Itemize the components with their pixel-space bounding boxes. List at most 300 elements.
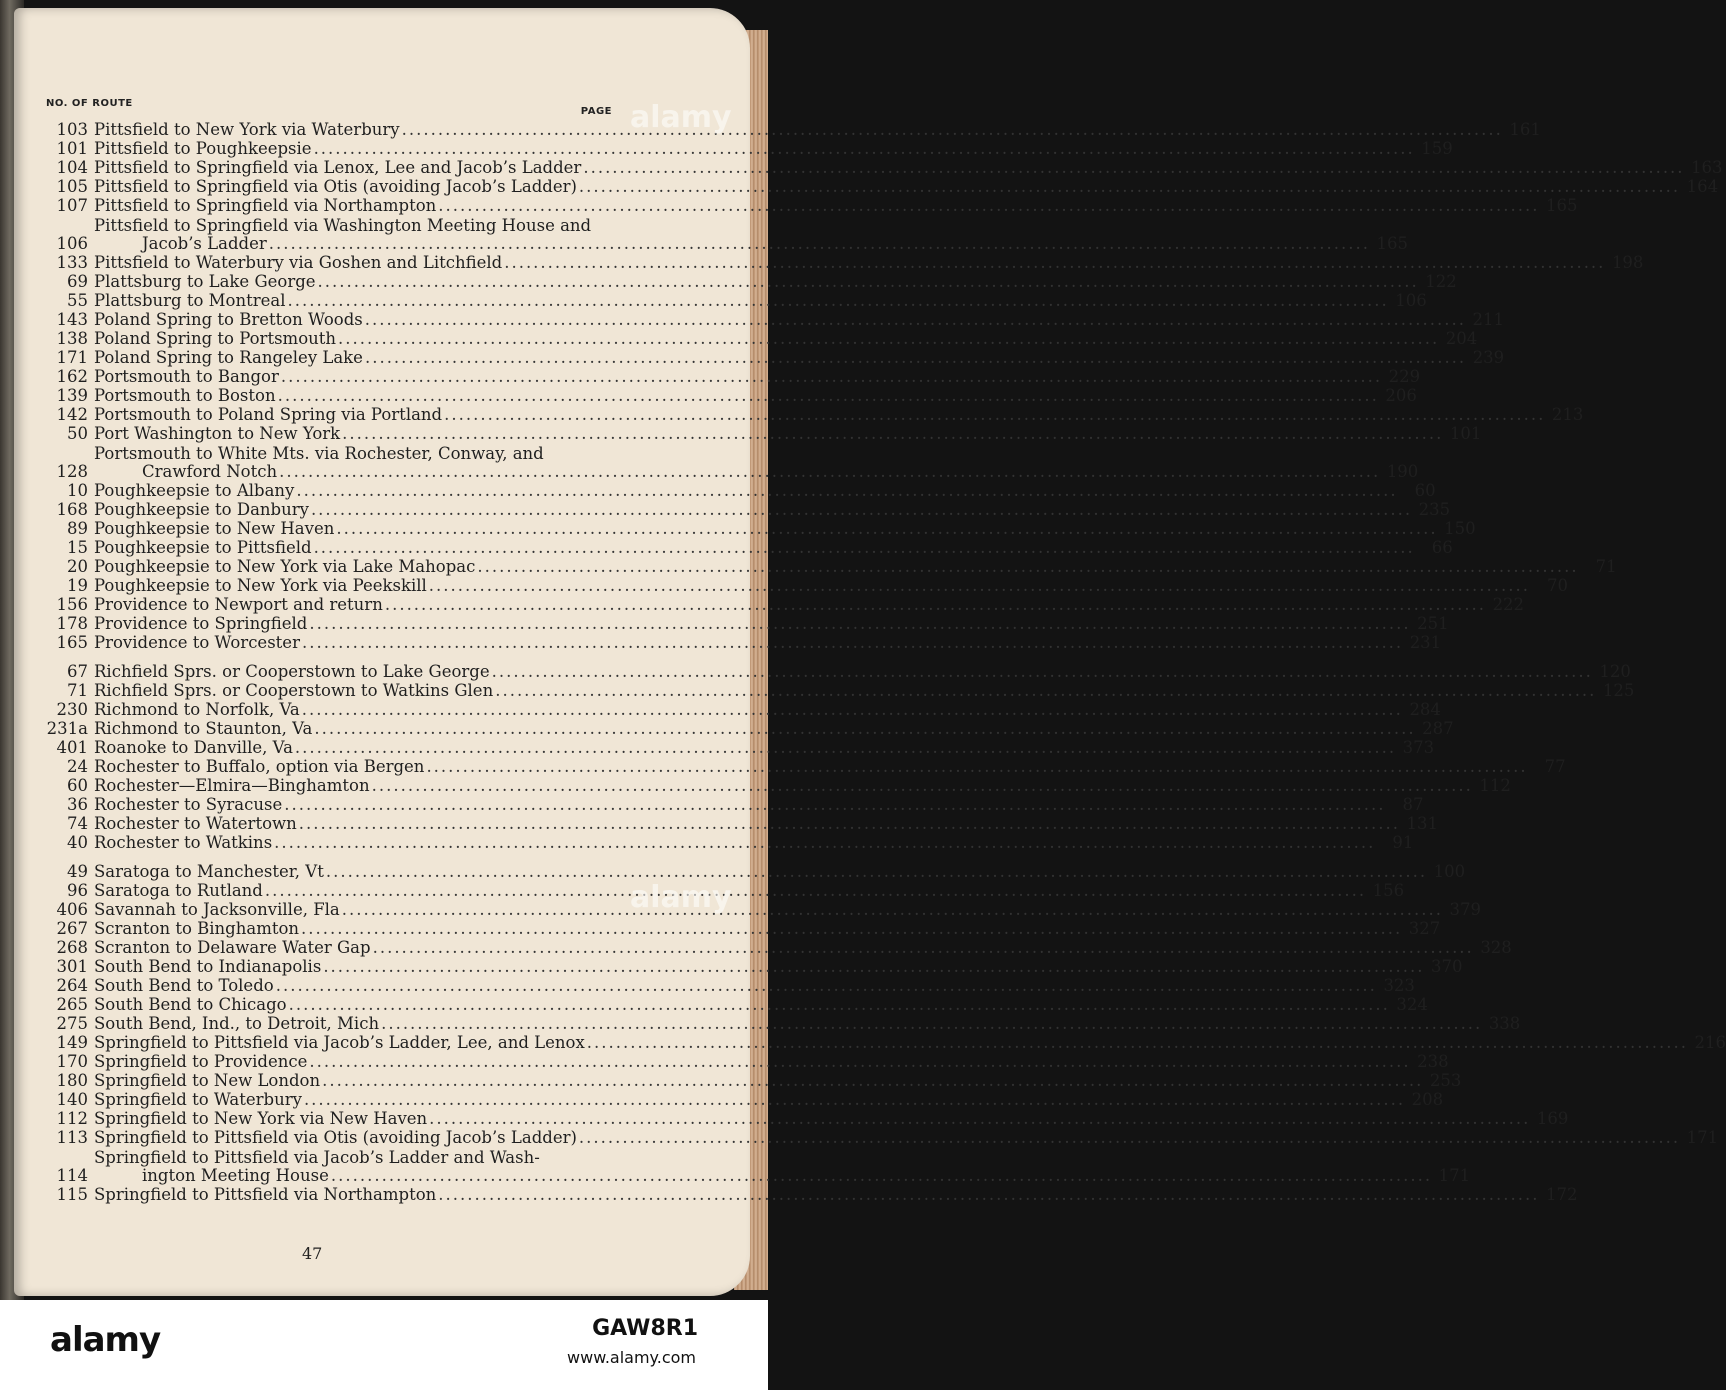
- image-id: GAW8R1: [592, 1316, 698, 1341]
- page-reference: 164: [1686, 177, 1719, 196]
- route-entry: [28, 1185, 1578, 1204]
- leader-dots: [318, 273, 1419, 291]
- route-number: 140: [56, 1090, 88, 1109]
- page-reference: 206: [1385, 386, 1417, 405]
- route-entry: [28, 120, 1541, 139]
- leader-dots: [295, 739, 1396, 757]
- route-description: [94, 1034, 1726, 1052]
- route-title: Portsmouth to Boston: [94, 386, 276, 405]
- watermark: alamy: [630, 100, 732, 135]
- route-description: [94, 739, 1434, 757]
- route-title: Rochester—Elmira—Binghamton: [94, 776, 370, 795]
- route-number: 114: [56, 1166, 88, 1185]
- page-reference: 71: [1595, 557, 1617, 576]
- route-description: [94, 292, 1427, 310]
- route-entry: [28, 976, 1415, 995]
- route-title: Pittsfield to New York via Waterbury: [94, 120, 400, 139]
- route-title: Scranton to Binghamton: [94, 919, 300, 938]
- route-number: 180: [56, 1071, 88, 1090]
- route-entry: [28, 1090, 1444, 1109]
- route-entry: [28, 253, 1644, 272]
- page-reference: 87: [1402, 795, 1424, 814]
- route-description: [94, 273, 1457, 291]
- route-title: Providence to Newport and return: [94, 595, 383, 614]
- route-entry: [28, 719, 1454, 738]
- route-number: 139: [56, 386, 88, 405]
- leader-dots: [438, 1186, 1539, 1204]
- page-reference: 328: [1480, 938, 1512, 957]
- page-number: 47: [302, 1244, 323, 1263]
- route-number: 24: [67, 757, 88, 776]
- route-entry: [28, 919, 1441, 938]
- page-reference: 163: [1691, 158, 1723, 177]
- leader-dots: [296, 482, 1397, 500]
- page-reference: 235: [1418, 500, 1451, 519]
- page-reference: 327: [1408, 919, 1441, 938]
- route-title-continued: [94, 463, 1418, 481]
- leader-dots: [429, 1110, 1530, 1128]
- page-reference: 253: [1429, 1071, 1462, 1090]
- route-description: [94, 901, 1481, 919]
- route-entry: [28, 158, 1723, 177]
- route-description: [94, 634, 1441, 652]
- route-description: [94, 758, 1566, 776]
- page-reference: 211: [1472, 310, 1505, 329]
- route-number: 89: [67, 519, 88, 538]
- route-title: Scranton to Delaware Water Gap: [94, 938, 371, 957]
- page-reference: 66: [1431, 538, 1453, 557]
- route-number: 149: [56, 1033, 88, 1052]
- route-title: Springfield to Providence: [94, 1052, 308, 1071]
- route-number: 170: [56, 1052, 88, 1071]
- route-number: 104: [56, 158, 88, 177]
- route-description: [94, 796, 1423, 814]
- leader-dots: [309, 615, 1410, 633]
- route-title: Springfield to New London: [94, 1071, 321, 1090]
- leader-dots: [289, 996, 1390, 1014]
- page-reference: 338: [1488, 1014, 1521, 1033]
- route-title: Providence to Springfield: [94, 614, 308, 633]
- route-description: [94, 1072, 1461, 1090]
- route-number: 230: [56, 700, 88, 719]
- route-entry: [28, 595, 1525, 614]
- leader-dots: [299, 815, 1400, 833]
- route-entry: [28, 1033, 1726, 1052]
- page-reference: 323: [1383, 976, 1415, 995]
- page-reference: 239: [1472, 348, 1505, 367]
- route-title: Pittsfield to Springfield via Northampton: [94, 196, 437, 215]
- route-title: Springfield to New York via New Haven: [94, 1109, 428, 1128]
- page-reference: 287: [1422, 719, 1454, 738]
- route-title: Rochester to Watertown: [94, 814, 297, 833]
- alamy-logo: alamy: [50, 1320, 161, 1360]
- page-reference: 231: [1409, 633, 1442, 652]
- route-number: 133: [56, 253, 88, 272]
- page-reference: 251: [1417, 614, 1449, 633]
- route-number: 401: [56, 738, 88, 757]
- route-description: [94, 217, 1408, 253]
- route-title: Providence to Worcester: [94, 633, 300, 652]
- page-reference: 204: [1445, 329, 1478, 348]
- route-description: [94, 996, 1428, 1014]
- route-entry: [28, 776, 1511, 795]
- route-description: [94, 1129, 1718, 1147]
- route-title: South Bend to Chicago: [94, 995, 287, 1014]
- route-description: [94, 958, 1463, 976]
- route-title: Poland Spring to Bretton Woods: [94, 310, 363, 329]
- leader-dots: [314, 720, 1415, 738]
- route-title: Rochester to Syracuse: [94, 795, 283, 814]
- page-reference: 161: [1509, 120, 1541, 139]
- route-number: 301: [56, 957, 88, 976]
- route-description: [94, 882, 1404, 900]
- leader-dots: [492, 663, 1593, 681]
- route-description: [94, 939, 1512, 957]
- leader-dots: [302, 634, 1403, 652]
- route-number: 142: [56, 405, 88, 424]
- route-entry: [28, 443, 1419, 481]
- route-description: [94, 615, 1449, 633]
- page-reference: 373: [1402, 738, 1435, 757]
- route-entry: [28, 367, 1421, 386]
- route-entry: [28, 481, 1436, 500]
- route-description: [94, 482, 1436, 500]
- route-entry: [28, 272, 1457, 291]
- route-entry: [28, 662, 1631, 681]
- leader-dots: [274, 834, 1375, 852]
- route-entry: [28, 519, 1476, 538]
- route-entry: [28, 1071, 1462, 1090]
- route-entry: [28, 862, 1466, 881]
- page-reference: 379: [1449, 900, 1481, 919]
- page-reference: 172: [1546, 1185, 1578, 1204]
- route-description: [94, 663, 1631, 681]
- page-reference: 120: [1599, 662, 1631, 681]
- route-title: Poughkeepsie to Albany: [94, 481, 295, 500]
- route-title: Springfield to Pittsfield via Northampton: [94, 1185, 437, 1204]
- leader-dots: [385, 596, 1486, 614]
- route-title: Poughkeepsie to Danbury: [94, 500, 309, 519]
- page-reference: 284: [1409, 700, 1441, 719]
- route-entry: [28, 795, 1424, 814]
- watermark: alamy: [630, 880, 732, 915]
- page-reference: 190: [1386, 462, 1419, 481]
- route-title: Springfield to Pittsfield via Otis (avoiding Jacob’s Ladder): [94, 1128, 577, 1147]
- route-number: 60: [67, 776, 88, 795]
- route-number: 107: [56, 196, 88, 215]
- route-number: 162: [56, 367, 88, 386]
- route-number: 96: [67, 881, 88, 900]
- route-description: [94, 1110, 1568, 1128]
- route-title: Plattsburg to Lake George: [94, 272, 316, 291]
- route-entry: [28, 614, 1449, 633]
- route-entry: [28, 557, 1617, 576]
- leader-dots: [269, 235, 1370, 253]
- route-description: [94, 1091, 1443, 1109]
- route-number: 267: [56, 919, 88, 938]
- leader-dots: [279, 463, 1380, 481]
- leader-dots: [309, 1053, 1410, 1071]
- leader-dots: [265, 882, 1366, 900]
- leader-dots: [495, 682, 1596, 700]
- route-number: 178: [56, 614, 88, 633]
- route-title: Portsmouth to White Mts. via Rochester, Conway, and: [94, 444, 544, 463]
- route-title: Springfield to Pittsfield via Jacob’s Ladder, Lee, and Lenox: [94, 1033, 585, 1052]
- page-reference: 222: [1492, 595, 1525, 614]
- route-entry: [28, 995, 1428, 1014]
- route-description: [94, 558, 1617, 576]
- leader-dots: [336, 520, 1437, 538]
- route-description: [94, 1149, 1470, 1185]
- route-description: [94, 1053, 1449, 1071]
- route-entry: [28, 738, 1435, 757]
- leader-dots: [402, 121, 1503, 139]
- page-reference: 60: [1414, 481, 1436, 500]
- leader-dots: [302, 701, 1403, 719]
- route-description: [94, 178, 1718, 196]
- route-number: 113: [56, 1128, 88, 1147]
- route-title: Poughkeepsie to Pittsfield: [94, 538, 312, 557]
- route-description: [94, 121, 1541, 139]
- route-entry: [28, 1109, 1569, 1128]
- route-entry: [28, 633, 1442, 652]
- route-entry: [28, 957, 1463, 976]
- leader-dots: [326, 863, 1427, 881]
- route-title: Savannah to Jacksonville, Fla: [94, 900, 340, 919]
- page-reference: 100: [1433, 862, 1466, 881]
- route-number: 71: [67, 681, 88, 700]
- route-entry: [28, 576, 1569, 595]
- leader-dots: [338, 330, 1439, 348]
- route-entry: [28, 681, 1635, 700]
- page-reference: 165: [1546, 196, 1578, 215]
- route-number: 10: [67, 481, 88, 500]
- route-title: Pittsfield to Waterbury via Goshen and Litchfield: [94, 253, 503, 272]
- leader-dots: [314, 539, 1415, 557]
- route-description: [94, 349, 1504, 367]
- leader-dots: [372, 777, 1473, 795]
- route-entry: [28, 900, 1481, 919]
- leader-dots: [477, 558, 1578, 576]
- route-number: 128: [56, 462, 88, 481]
- route-entry: [28, 196, 1578, 215]
- route-title: Rochester to Watkins: [94, 833, 273, 852]
- route-title: Richmond to Norfolk, Va: [94, 700, 300, 719]
- column-header: [46, 98, 612, 116]
- page-reference: 216: [1694, 1033, 1726, 1052]
- header-page: PAGE: [580, 106, 612, 117]
- route-number: 115: [56, 1185, 88, 1204]
- page-reference: 91: [1392, 833, 1414, 852]
- leader-dots: [381, 1015, 1482, 1033]
- leader-dots: [342, 425, 1443, 443]
- route-title: Roanoke to Danville, Va: [94, 738, 293, 757]
- route-number: 67: [67, 662, 88, 681]
- route-title: Pittsfield to Springfield via Lenox, Lee and Jacob’s Ladder: [94, 158, 582, 177]
- page-reference: 370: [1431, 957, 1463, 976]
- route-number: 112: [56, 1109, 88, 1128]
- route-entry: [28, 1014, 1521, 1033]
- page-reference: 122: [1425, 272, 1457, 291]
- leader-dots: [587, 1034, 1688, 1052]
- page-reference: 77: [1544, 757, 1566, 776]
- route-number: 55: [67, 291, 88, 310]
- route-description: [94, 682, 1634, 700]
- route-entry: [28, 1147, 1471, 1185]
- page-reference: 208: [1411, 1090, 1444, 1109]
- leader-dots: [311, 501, 1412, 519]
- leader-dots: [284, 796, 1385, 814]
- route-description: [94, 777, 1511, 795]
- route-title-continued: [94, 1167, 1470, 1185]
- route-description: [94, 596, 1524, 614]
- route-description: [94, 140, 1453, 158]
- route-number: 165: [56, 633, 88, 652]
- route-description: [94, 834, 1413, 852]
- route-title: South Bend to Toledo: [94, 976, 274, 995]
- leader-dots: [579, 178, 1680, 196]
- route-title: Richfield Sprs. or Cooperstown to Lake George: [94, 662, 490, 681]
- route-number: 74: [67, 814, 88, 833]
- leader-dots: [278, 387, 1379, 405]
- page-reference: 70: [1547, 576, 1569, 595]
- route-entry: [28, 814, 1438, 833]
- route-entry: [28, 405, 1584, 424]
- route-title: Portsmouth to Poland Spring via Portland: [94, 405, 443, 424]
- route-entry: [28, 757, 1566, 776]
- page-reference: 171: [1686, 1128, 1719, 1147]
- route-entry: [28, 215, 1408, 253]
- route-entry: [28, 291, 1427, 310]
- route-description: [94, 720, 1454, 738]
- header-route-number: NO. OF ROUTE: [46, 98, 133, 109]
- leader-dots: [276, 977, 1377, 995]
- route-title: Port Washington to New York: [94, 424, 341, 443]
- page-reference: 131: [1406, 814, 1438, 833]
- page-reference: 101: [1449, 424, 1482, 443]
- leader-dots: [288, 292, 1389, 310]
- route-number: 171: [56, 348, 88, 367]
- route-title: Poland Spring to Portsmouth: [94, 329, 337, 348]
- route-title-continued: [94, 235, 1408, 253]
- route-title: South Bend, Ind., to Detroit, Mich: [94, 1014, 380, 1033]
- route-number: 101: [56, 139, 88, 158]
- route-number: 69: [67, 272, 88, 291]
- page-reference: 106: [1395, 291, 1427, 310]
- route-title: Pittsfield to Poughkeepsie: [94, 139, 312, 158]
- route-number: 138: [56, 329, 88, 348]
- leader-dots: [504, 254, 1605, 272]
- route-number: 19: [67, 576, 88, 595]
- route-title: Springfield to Waterbury: [94, 1090, 302, 1109]
- route-description: [94, 539, 1453, 557]
- leader-dots: [365, 349, 1466, 367]
- site-url: www.alamy.com: [567, 1348, 696, 1367]
- route-title: South Bend to Indianapolis: [94, 957, 322, 976]
- route-number: 20: [67, 557, 88, 576]
- route-description: [94, 501, 1450, 519]
- route-title-line2: Jacob’s Ladder: [142, 234, 267, 253]
- route-entry: [28, 833, 1414, 852]
- leader-dots: [342, 901, 1443, 919]
- route-number: 106: [56, 234, 88, 253]
- page-reference: 150: [1444, 519, 1476, 538]
- page-reference: 125: [1602, 681, 1635, 700]
- leader-dots: [583, 159, 1684, 177]
- route-entry: [28, 424, 1482, 443]
- route-number: 268: [56, 938, 88, 957]
- route-description: [94, 977, 1415, 995]
- route-title: Poland Spring to Rangeley Lake: [94, 348, 363, 367]
- route-title-line2: Crawford Notch: [142, 462, 278, 481]
- route-entry: [28, 386, 1417, 405]
- route-description: [94, 863, 1465, 881]
- route-number: 40: [67, 833, 88, 852]
- route-description: [94, 920, 1440, 938]
- page-reference: 238: [1417, 1052, 1449, 1071]
- leader-dots: [444, 406, 1545, 424]
- leader-dots: [426, 758, 1527, 776]
- route-title: Poughkeepsie to New York via Lake Mahopac: [94, 557, 476, 576]
- route-entry: [28, 310, 1505, 329]
- route-number: 406: [56, 900, 88, 919]
- leader-dots: [322, 1072, 1423, 1090]
- leader-dots: [429, 577, 1530, 595]
- route-description: [94, 1015, 1520, 1033]
- page-reference: 169: [1536, 1109, 1569, 1128]
- route-entry: [28, 139, 1453, 158]
- route-entry: [28, 700, 1441, 719]
- route-entry: [28, 1128, 1719, 1147]
- leader-dots: [314, 140, 1415, 158]
- route-number: 103: [56, 120, 88, 139]
- book-page: [14, 8, 1726, 1296]
- route-number: 49: [67, 862, 88, 881]
- route-number: 50: [67, 424, 88, 443]
- route-description: [94, 1186, 1578, 1204]
- leader-dots: [301, 920, 1402, 938]
- route-number: 143: [56, 310, 88, 329]
- leader-dots: [304, 1091, 1405, 1109]
- page-reference: 171: [1438, 1166, 1471, 1185]
- route-title-line2: ington Meeting House: [142, 1166, 329, 1185]
- route-description: [94, 197, 1578, 215]
- page-reference: 213: [1551, 405, 1584, 424]
- page-reference: 112: [1479, 776, 1511, 795]
- route-title: Poughkeepsie to New Haven: [94, 519, 335, 538]
- route-description: [94, 387, 1417, 405]
- route-entry: [28, 329, 1478, 348]
- footer-bar: [0, 1300, 768, 1390]
- route-entry: [28, 538, 1453, 557]
- route-description: [94, 425, 1481, 443]
- route-description: [94, 368, 1420, 386]
- route-title: Portsmouth to Bangor: [94, 367, 279, 386]
- route-title: Springfield to Pittsfield via Jacob’s Ladder and Wash-: [94, 1148, 540, 1167]
- route-title: Pittsfield to Springfield via Otis (avoiding Jacob’s Ladder): [94, 177, 577, 196]
- page-reference: 229: [1388, 367, 1421, 386]
- route-title: Richfield Sprs. or Cooperstown to Watkins Glen: [94, 681, 494, 700]
- leader-dots: [365, 311, 1466, 329]
- leader-dots: [373, 939, 1474, 957]
- leader-dots: [579, 1129, 1680, 1147]
- route-title: Pittsfield to Springfield via Washington Meeting House and: [94, 216, 592, 235]
- route-description: [94, 159, 1723, 177]
- route-title: Plattsburg to Montreal: [94, 291, 286, 310]
- route-description: [94, 815, 1438, 833]
- route-number: 36: [67, 795, 88, 814]
- route-title: Saratoga to Manchester, Vt: [94, 862, 324, 881]
